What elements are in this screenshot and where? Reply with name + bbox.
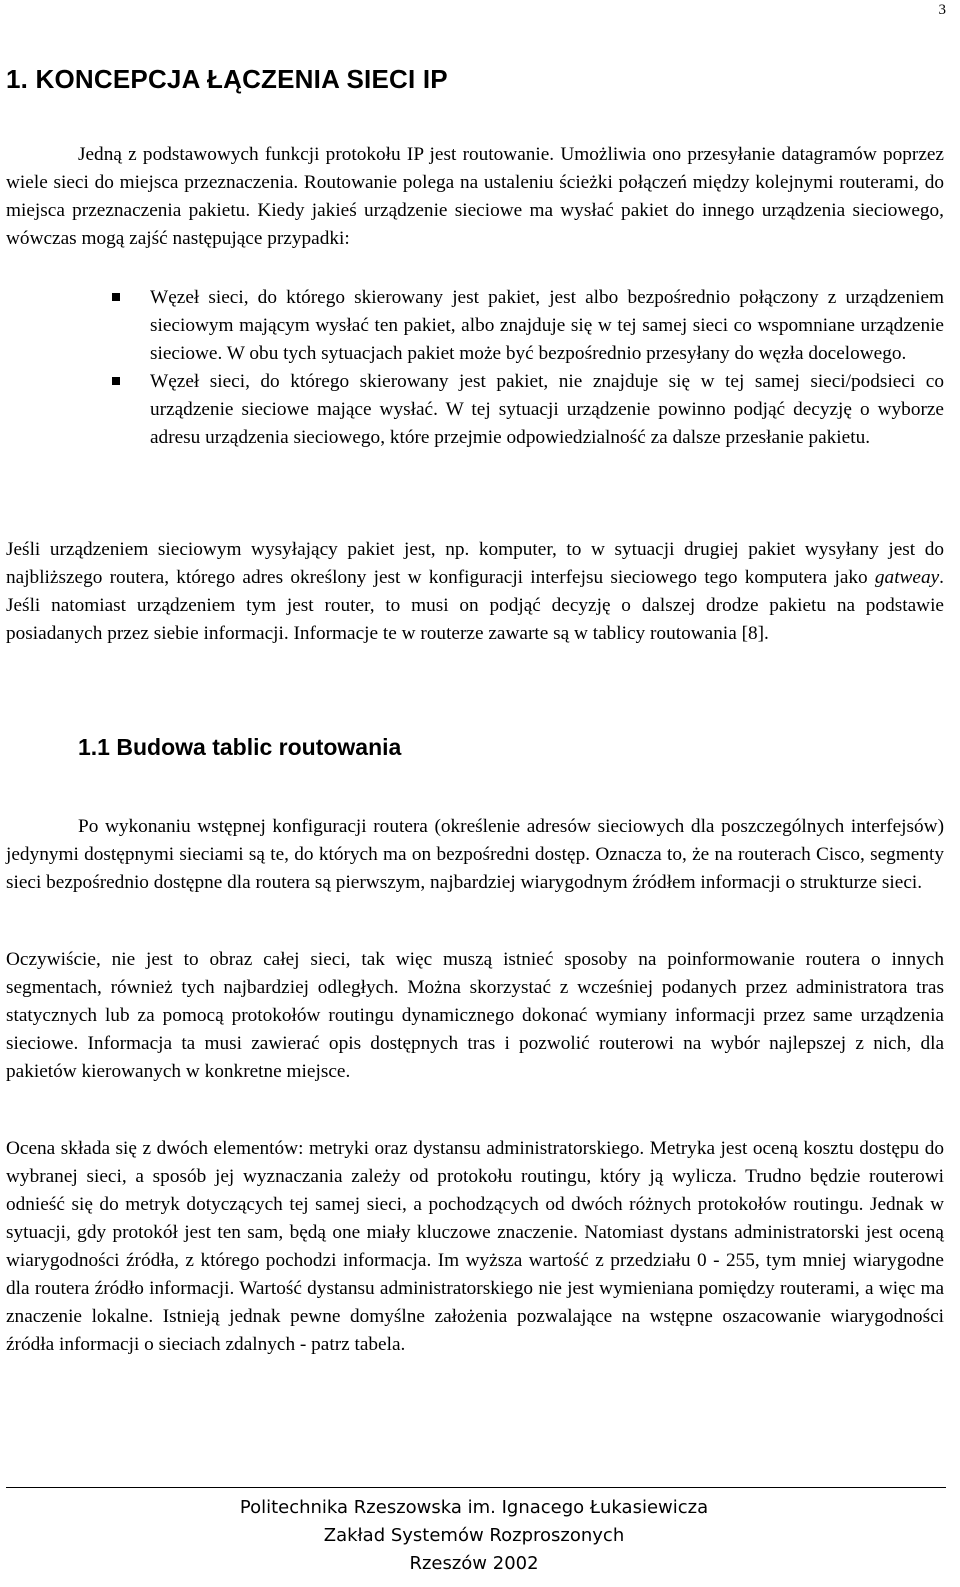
chapter-title: 1. KONCEPCJA ŁĄCZENIA SIECI IP (6, 64, 448, 94)
square-bullet-icon (112, 377, 120, 385)
page-footer (0, 1494, 948, 1578)
section-title: 1.1 Budowa tablic routowania (78, 734, 402, 760)
list-item-text: Węzeł sieci, do którego skierowany jest pakiet, jest albo bezpośrednio połączony z urządzeniem sieciowym mającym wysłać ten pakiet, albo znajduje się w tej samej sieci co wspomniane urządzenie sieciowe. W obu tych sytuacjach pakiet może być bezpośrednio przesyłany do węzła docelowego. (150, 287, 944, 364)
gateway-text-end: . Jeśli natomiast urządzeniem tym jest router, to musi on podjąć decyzję o dalszej drodze pakietu na podstawie posiadanych przez siebie informacji. Informacje te w routerze zawarte są w tablicy routowania [8]. (6, 567, 944, 644)
body-paragraph: Oczywiście, nie jest to obraz całej sieci, tak więc muszą istnieć sposoby na poinformowanie routera o innych segmentach, również tych najbardziej odległych. Można skorzystać z wcześniej podanych przez administratora tras statycznych lub za pomocą protokołów routingu dynamicznego dokonać wymiany informacji przez same urządzenia sieciowe. Informacja ta musi zawierać opis dostępnych tras i pozwolić routerowi na wybór najlepszej z nich, dla pakietów kierowanych w konkretne miejsce. (6, 949, 944, 1082)
gateway-text-start: Jeśli urządzeniem sieciowym wysyłający pakiet jest, np. komputer, to w sytuacji drugiej pakiet wysyłany jest do najbliższego routera, którego adres określony jest w konfiguracji interfejsu sieciowego tego komputera jako (6, 539, 944, 588)
bullet-list (108, 284, 944, 452)
list-item-text: Węzeł sieci, do którego skierowany jest pakiet, nie znajduje się w tej samej sieci/podsieci co urządzenie sieciowe mające wysłać. W tej sytuacji urządzenie powinno podjąć decyzję o wyborze adresu urządzenia sieciowego, które przejmie odpowiedzialność za dalsze przesłanie pakietu. (150, 371, 944, 448)
list-item (108, 368, 944, 452)
footer-university: Politechnika Rzeszowska im. Ignacego Łukasiewicza (239, 1497, 709, 1518)
body-paragraph: Ocena składa się z dwóch elementów: metryki oraz dystansu administratorskiego. Metryka jest oceną kosztu dostępu do wybranej sieci, a sposób jej wyznaczania zależy od protokołu routingu, który ją wylicza. Trudno będzie routerowi odnieść się do metryk dotyczących tej samej sieci, a pochodzących od dwóch różnych protokołów routingu. Jednak w sytuacji, gdy protokół jest ten sam, będą one miały kluczowe znaczenie. Natomiast dystans administratorski jest oceną wiarygodności źródła, z którego pochodzi informacja. Im wyższa wartość z przedziału 0 - 255, tym mniej wiarygodne dla routera źródło informacji. Wartość dystansu administratorskiego nie jest wymieniana pomiędzy routerami, a więc ma znaczenie lokalne. Istnieją jednak pewne domyślne założenia pozwalające na wstępne oszacowanie wiarygodności źródła informacji o sieciach zdalnych - patrz tabela. (6, 1138, 944, 1355)
intro-paragraph: Jedną z podstawowych funkcji protokołu IP jest routowanie. Umożliwia ono przesyłanie datagramów poprzez wiele sieci do miejsca przeznaczenia. Routowanie polega na ustaleniu ścieżki połączeń między kolejnymi routerami, do miejsca przeznaczenia pakietu. Kiedy jakieś urządzenie sieciowe ma wysłać pakiet do innego urządzenia sieciowego, wówczas mogą zajść następujące przypadki: (6, 144, 944, 249)
footer-divider (6, 1487, 946, 1488)
page-number: 3 (938, 2, 946, 18)
body-paragraph: Po wykonaniu wstępnej konfiguracji routera (określenie adresów sieciowych dla poszczególnych interfejsów) jedynymi dostępnymi sieciami są te, do których ma on bezpośredni dostęp. Oznacza to, że na routerach Cisco, segmenty sieci bezpośrednio dostępne dla routera są pierwszym, najbardziej wiarygodnym źródłem informacji o strukturze sieci. (6, 816, 944, 893)
gateway-term: gatweay (874, 567, 940, 588)
footer-department: Zakład Systemów Rozproszonych (323, 1525, 625, 1546)
gateway-paragraph (6, 536, 944, 648)
footer-place-year: Rzeszów 2002 (409, 1553, 539, 1574)
list-item (108, 284, 944, 368)
square-bullet-icon (112, 293, 120, 301)
